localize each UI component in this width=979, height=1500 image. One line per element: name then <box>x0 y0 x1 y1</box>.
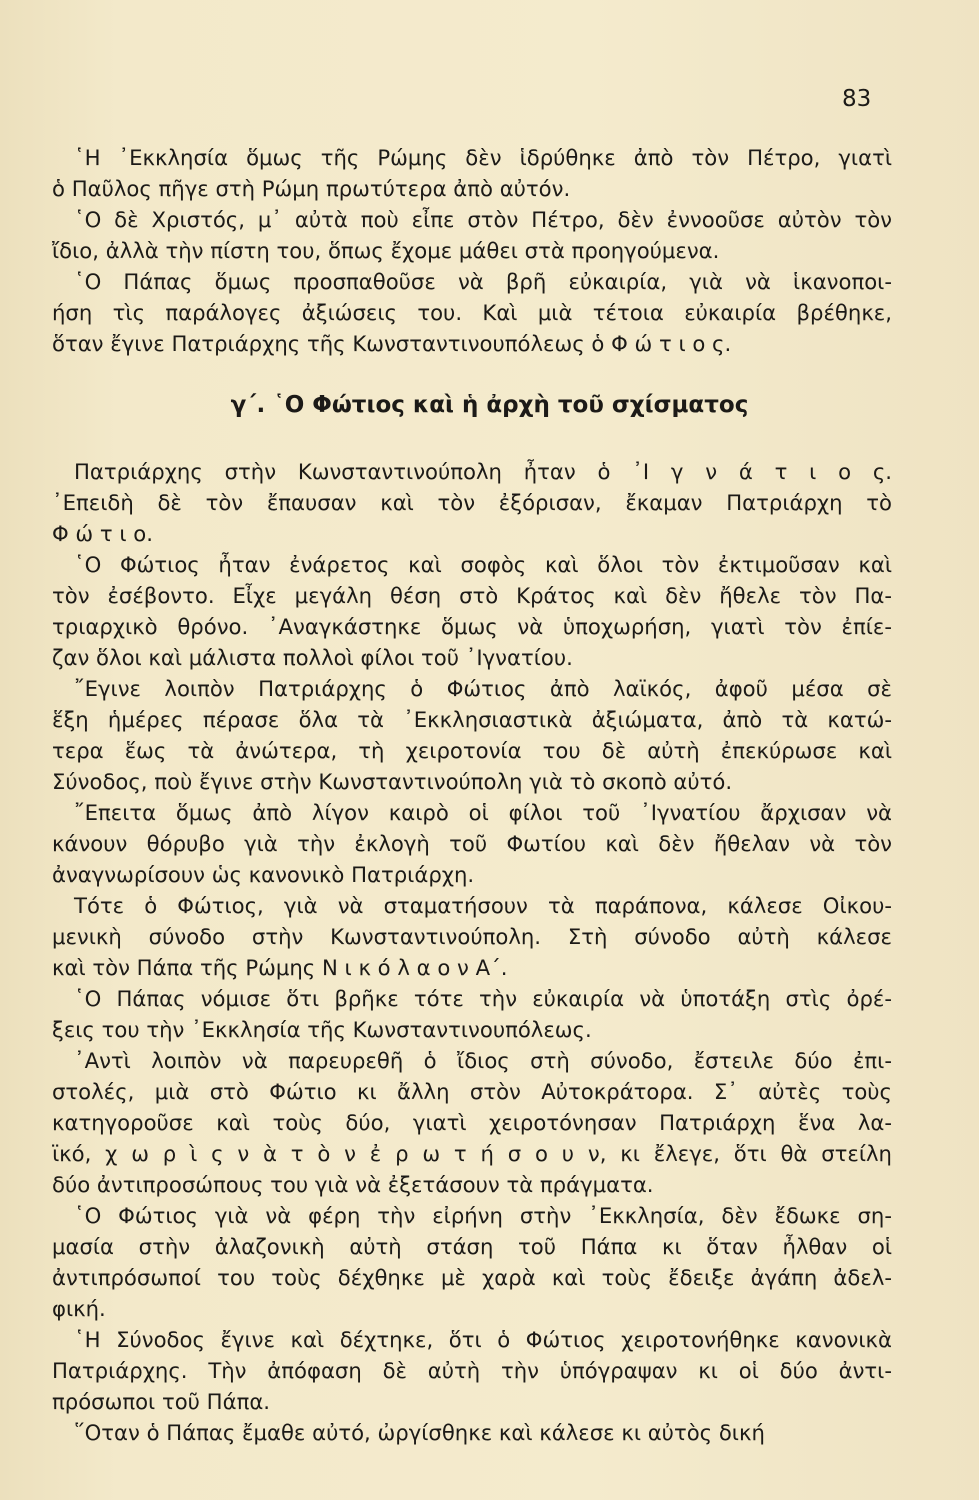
text-line: ἕξη ἡμέρες πέρασε ὅλα τὰ ᾿Εκκλησιαστικὰ ἀξιώματα, ἀπὸ τὰ κατώ- <box>52 707 892 732</box>
text-line: ῞Οταν ὁ Πάπας ἔμαθε αὐτό, ὠργίσθηκε καὶ κάλεσε κι αὐτὸς δική <box>74 1420 765 1445</box>
text-line: ῾Ο Φώτιος γιὰ νὰ φέρη τὴν εἰρήνη στὴν ᾿Εκκλησία, δὲν ἔδωκε ση- <box>74 1203 892 1228</box>
paragraph <box>52 142 892 204</box>
paragraph <box>52 456 892 549</box>
text-line: ἀναγνωρίσουν ὡς κανονικὸ Πατριάρχη. <box>52 862 475 887</box>
paragraph <box>52 1324 892 1417</box>
text-line: ῾Ο δὲ Χριστός, μ᾿ αὐτὰ ποὺ εἶπε στὸν Πέτρο, δὲν ἐννοοῦσε αὐτὸν τὸν <box>74 207 892 232</box>
text-line: κατηγοροῦσε καὶ τοὺς δύο, γιατὶ χειροτόνησαν Πατριάρχη ἕνα λα- <box>52 1110 892 1135</box>
text-line: ζαν ὅλοι καὶ μάλιστα πολλοὶ φίλοι τοῦ ᾿Ιγνατίου. <box>52 645 573 670</box>
text-line: μασία στὴν ἀλαζονικὴ αὐτὴ στάση τοῦ Πάπα κι ὅταν ἦλθαν οἱ <box>52 1234 892 1259</box>
paragraph <box>52 204 892 266</box>
text-line: ὁ Παῦλος πῆγε στὴ Ρώμη πρωτύτερα ἀπὸ αὐτόν. <box>52 176 571 201</box>
text-line: τριαρχικὸ θρόνο. ᾿Αναγκάστηκε ὅμως νὰ ὑποχωρήση, γιατὶ τὸν ἐπίε- <box>52 614 892 639</box>
text-line: τερα ἕως τὰ ἀνώτερα, τὴ χειροτονία του δὲ αὐτὴ ἐπεκύρωσε καὶ <box>52 738 892 763</box>
text-line: φική. <box>52 1296 106 1321</box>
text-line: Τότε ὁ Φώτιος, γιὰ νὰ σταματήσουν τὰ παράπονα, κάλεσε Οἰκου- <box>74 893 892 918</box>
text-line: καὶ τὸν Πάπα τῆς Ρώμης Ν ι κ ό λ α ο ν Α΄. <box>52 955 508 980</box>
text-line: μενικὴ σύνοδο στὴν Κωνσταντινούπολη. Στὴ σύνοδο αὐτὴ κάλεσε <box>52 924 892 949</box>
paragraph <box>52 983 892 1045</box>
text-block-top <box>52 142 892 359</box>
text-line: Σύνοδος, ποὺ ἔγινε στὴν Κωνσταντινούπολη γιὰ τὸ σκοπὸ αὐτό. <box>52 769 733 794</box>
paragraph <box>52 1200 892 1324</box>
text-line: ῎Επειτα ὅμως ἀπὸ λίγον καιρὸ οἱ φίλοι τοῦ ᾿Ιγνατίου ἄρχισαν νὰ <box>74 800 892 825</box>
paragraph <box>52 673 892 797</box>
page-number: 83 <box>842 86 872 112</box>
text-line: τὸν ἐσέβοντο. Εἶχε μεγάλη θέση στὸ Κράτος καὶ δὲν ἤθελε τὸν Πα- <box>52 583 892 608</box>
paragraph <box>52 1417 892 1448</box>
text-line: ῾Ο Πάπας νόμισε ὅτι βρῆκε τότε τὴν εὐκαιρία νὰ ὑποτάξη στὶς ὀρέ- <box>74 986 892 1011</box>
text-line: ὅταν ἔγινε Πατριάρχης τῆς Κωνσταντινουπόλεως ὁ Φ ώ τ ι ο ς. <box>52 331 732 356</box>
text-line: ἀντιπρόσωποί του τοὺς δέχθηκε μὲ χαρὰ καὶ τοὺς ἔδειξε ἀγάπη ἀδελ- <box>52 1265 892 1290</box>
text-line: στολές, μιὰ στὸ Φώτιο κι ἄλλη στὸν Αὐτοκράτορα. Σ᾿ αὐτὲς τοὺς <box>52 1079 892 1104</box>
paragraph <box>52 797 892 890</box>
section-heading: γ΄. ῾Ο Φώτιος καὶ ἡ ἀρχὴ τοῦ σχίσματος <box>230 392 749 418</box>
paragraph <box>52 890 892 983</box>
text-line: ῎Εγινε λοιπὸν Πατριάρχης ὁ Φώτιος ἀπὸ λαϊκός, ἀφοῦ μέσα σὲ <box>74 676 892 701</box>
text-line: ῾Ο Πάπας ὅμως προσπαθοῦσε νὰ βρῆ εὐκαιρία, γιὰ νὰ ἱκανοποι- <box>74 269 892 294</box>
text-line: ᾿Επειδὴ δὲ τὸν ἔπαυσαν καὶ τὸν ἐξόρισαν, ἔκαμαν Πατριάρχη τὸ <box>52 490 892 515</box>
text-line: κάνουν θόρυβο γιὰ τὴν ἐκλογὴ τοῦ Φωτίου καὶ δὲν ἤθελαν νὰ τὸν <box>52 831 892 856</box>
text-line: ήση τὶς παράλογες ἀξιώσεις του. Καὶ μιὰ τέτοια εὐκαιρία βρέθηκε, <box>52 300 892 325</box>
paragraph <box>52 1045 892 1200</box>
text-line: ἴδιο, ἀλλὰ τὴν πίστη του, ὅπως ἔχομε μάθει στὰ προηγούμενα. <box>52 238 720 263</box>
text-line: δύο ἀντιπροσώπους του γιὰ νὰ ἐξετάσουν τὰ πράγματα. <box>52 1172 654 1197</box>
text-block-main <box>52 456 892 1448</box>
paragraph <box>52 266 892 359</box>
text-line: ᾿Αντὶ λοιπὸν νὰ παρευρεθῆ ὁ ἴδιος στὴ σύνοδο, ἔστειλε δύο ἐπι- <box>74 1048 892 1073</box>
text-line: ϊκό, χ ω ρ ὶ ς ν ὰ τ ὸ ν ἐ ρ ω τ ή σ ο υ ν, κι ἔλεγε, ὅτι θὰ στείλη <box>52 1141 892 1166</box>
text-line: ῾Η Σύνοδος ἔγινε καὶ δέχτηκε, ὅτι ὁ Φώτιος χειροτονήθηκε κανονικὰ <box>74 1327 892 1352</box>
text-line: Πατριάρχης στὴν Κωνσταντινούπολη ἦταν ὁ ᾿Ι γ ν ά τ ι ο ς. <box>74 459 892 484</box>
text-line: Πατριάρχης. Τὴν ἀπόφαση δὲ αὐτὴ τὴν ὑπόγραψαν κι οἱ δύο ἀντι- <box>52 1358 892 1383</box>
text-line: πρόσωποι τοῦ Πάπα. <box>52 1389 271 1414</box>
text-line: ῾Η ᾿Εκκλησία ὅμως τῆς Ρώμης δὲν ἱδρύθηκε ἀπὸ τὸν Πέτρο, γιατὶ <box>74 145 892 170</box>
paragraph <box>52 549 892 673</box>
text-line: ῾Ο Φώτιος ἦταν ἐνάρετος καὶ σοφὸς καὶ ὅλοι τὸν ἐκτιμοῦσαν καὶ <box>74 552 892 577</box>
text-line: ξεις του τὴν ᾿Εκκλησία τῆς Κωνσταντινουπόλεως. <box>52 1017 592 1042</box>
text-line: Φ ώ τ ι ο. <box>52 521 153 546</box>
